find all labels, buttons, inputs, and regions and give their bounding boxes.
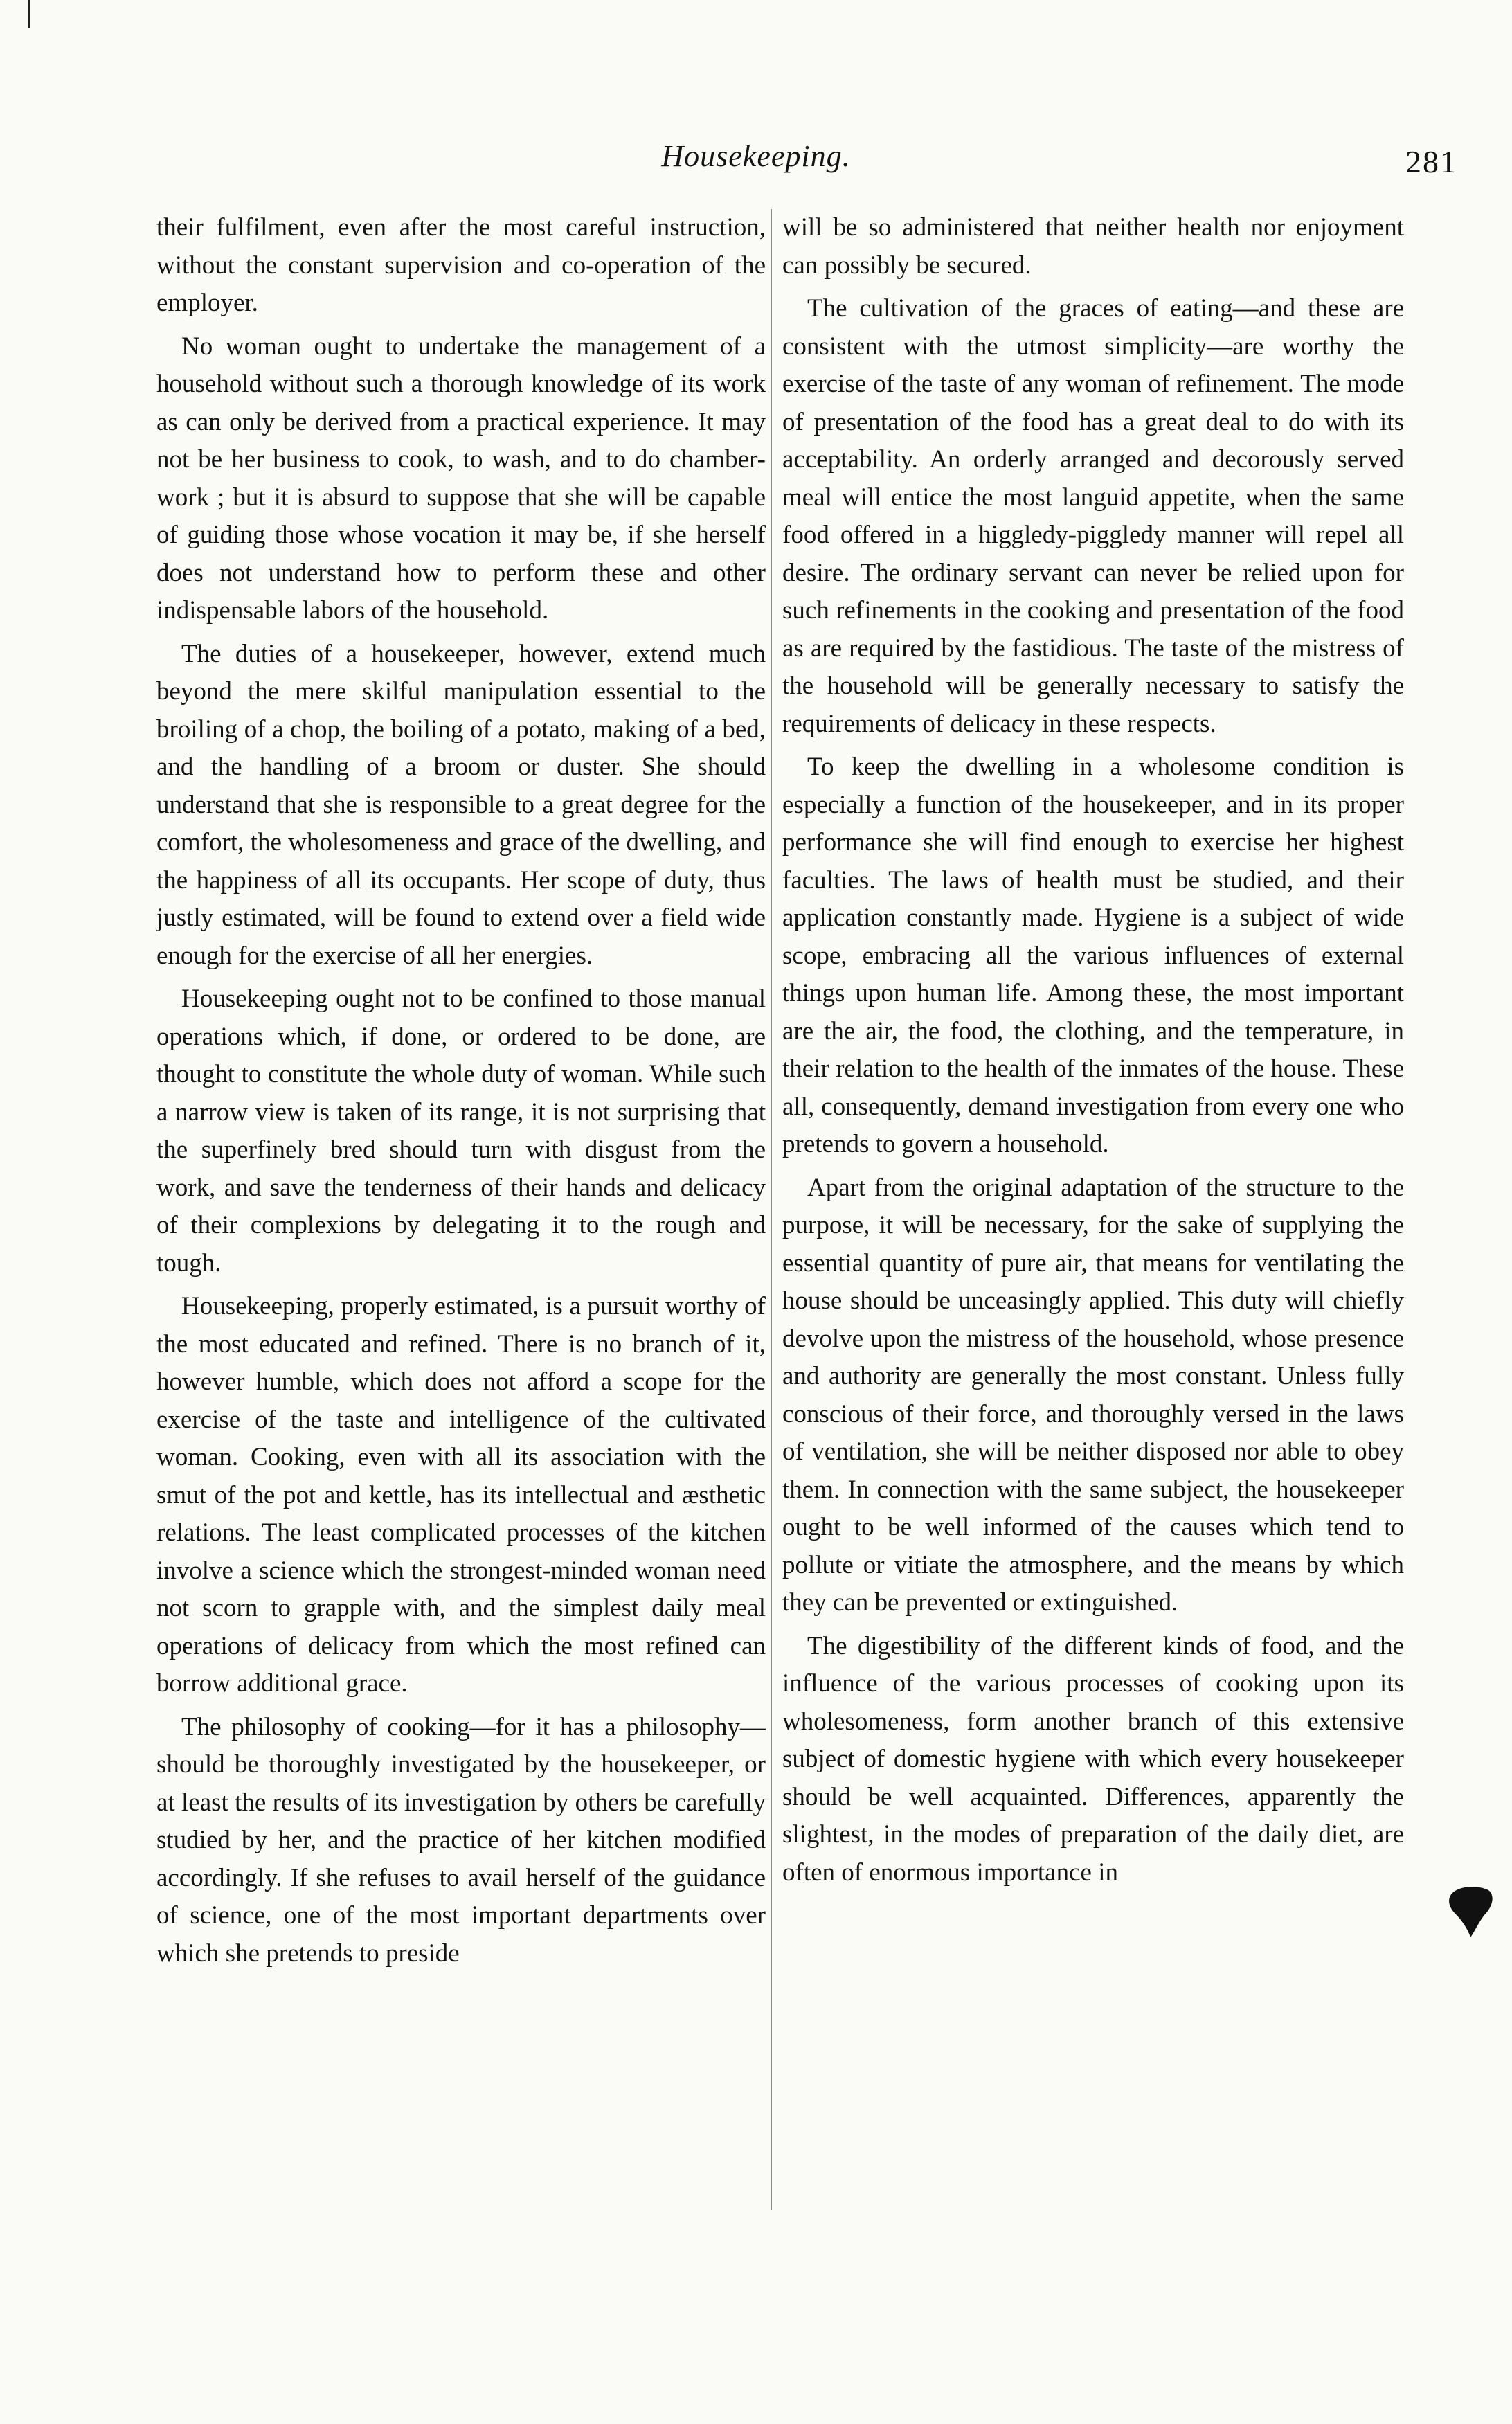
- paragraph: Housekeeping ought not to be confined to those manual operations which, if done, or ordered to be done, are thought to constitute the whole duty of woman. While such a narrow view is taken of its range, it is not surprising that the superfinely bred should turn with disgust from the work, and save the tenderness of their hands and delicacy of their complexions by delegating it to the rough and tough.: [156, 985, 766, 1277]
- paragraph: will be so administered that neither health nor enjoyment can possibly be secured.: [782, 213, 1404, 280]
- paragraph: To keep the dwelling in a wholesome condition is especially a function of the housekeeper, and in its proper performance she will find enough to exercise her highest faculties. The laws of health must be studied, and their application constantly made. Hygiene is a subject of wide scope, embracing all the various influences of external things upon human life. Among these, the most important are the air, the food, the clothing, and the temperature, in their relation to the health of the inmates of the house. These all, consequently, demand investigation from every one who pretends to govern a household.: [782, 753, 1404, 1158]
- paragraph: Apart from the original adaptation of the structure to the purpose, it will be necessary, for the sake of supplying the essential quantity of pure air, that means for ventilating the house should be unceasingly applied. This duty will chiefly devolve upon the mistress of the household, whose presence and authority are generally the most constant. Unless fully conscious of their force, and thoroughly versed in the laws of ventilation, she will be neither disposed nor able to obey them. In connection with the same subject, the housekeeper ought to be well informed of the causes which tend to pollute or vitiate the atmosphere, and the means by which they can be prevented or extinguished.: [782, 1173, 1404, 1617]
- column-divider: [771, 209, 772, 2210]
- paragraph: The digestibility of the different kinds of food, and the influence of the various processes of cooking upon its wholesomeness, form another branch of this extensive subject of domestic hygiene with which every housekeeper should be well acquainted. Differences, apparently the slightest, in the modes of preparation of the daily diet, are often of enormous importance in: [782, 1631, 1404, 1887]
- running-head: Housekeeping. 281: [0, 136, 1512, 184]
- right-column: [782, 209, 1404, 1897]
- page-edge-mark: [28, 0, 30, 28]
- running-title: Housekeeping.: [661, 139, 851, 173]
- paragraph: The cultivation of the graces of eating—and these are consistent with the utmost simplicity—are worthy the exercise of the taste of any woman of refinement. The mode of presentation of the food has a great deal to do with its acceptability. An orderly arranged and decorously served meal will entice the most languid appetite, when the same food offered in a higgledy-piggledy manner will repel all desire. The ordinary servant can never be relied upon for such refinements in the cooking and presentation of the food as are required by the fastidious. The taste of the mistress of the household will be generally necessary to satisfy the requirements of delicacy in these respects.: [782, 294, 1404, 738]
- ink-blot-mark: [1447, 1883, 1495, 1939]
- paragraph: their fulfilment, even after the most careful instruction, without the constant supervision and co-operation of the employer.: [156, 213, 766, 317]
- left-column: [156, 209, 766, 1978]
- paragraph: The duties of a housekeeper, however, extend much beyond the mere skilful manipulation essential to the broiling of a chop, the boiling of a potato, making of a bed, and the handling of a broom or duster. She should understand that she is responsible to a great degree for the comfort, the wholesomeness and grace of the dwelling, and the happiness of all its occupants. Her scope of duty, thus justly estimated, will be found to extend over a field wide enough for the exercise of all her energies.: [156, 639, 766, 970]
- paragraph: The philosophy of cooking—for it has a philosophy—should be thoroughly investigated by the housekeeper, or at least the results of its investigation by others be carefully studied by her, and the practice of her kitchen modified accordingly. If she refuses to avail herself of the guidance of science, one of the most important departments over which she pretends to preside: [156, 1712, 766, 1968]
- paragraph: Housekeeping, properly estimated, is a pursuit worthy of the most educated and refined. There is no branch of it, however humble, which does not afford a scope for the exercise of the taste and intelligence of the cultivated woman. Cooking, even with all its association with the smut of the pot and kettle, has its intellectual and æsthetic relations. The least complicated processes of the kitchen involve a science which the strongest-minded woman need not scorn to grapple with, and the simplest daily meal operations of delicacy from which the most refined can borrow additional grace.: [156, 1292, 766, 1698]
- paragraph: No woman ought to undertake the management of a household without such a thorough knowledge of its work as can only be derived from a practical experience. It may not be her business to cook, to wash, and to do chamber-work ; but it is absurd to suppose that she will be capable of guiding those whose vocation it may be, if she herself does not understand how to perform these and other indispensable labors of the household.: [156, 332, 766, 625]
